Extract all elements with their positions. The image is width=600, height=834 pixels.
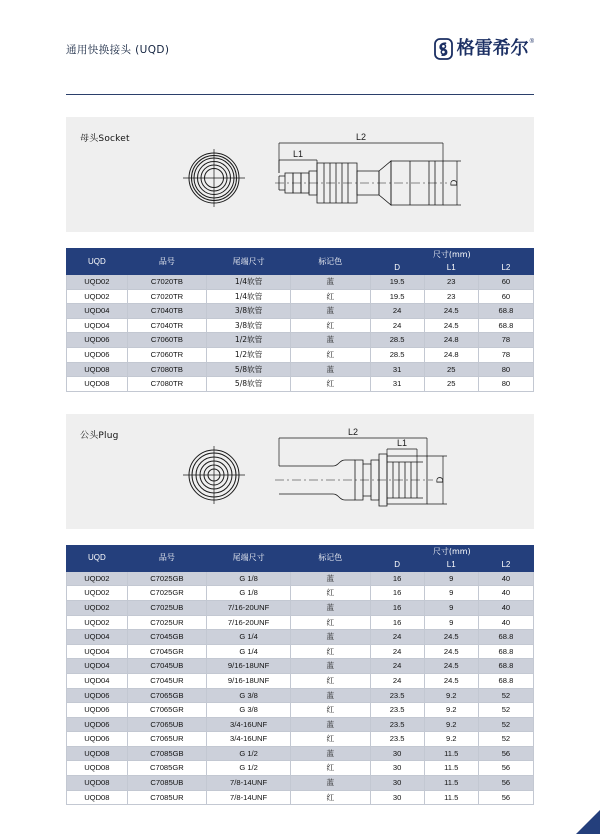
col-header-dimensions: 尺寸(mm) — [370, 249, 534, 262]
table-cell: 30 — [370, 761, 424, 776]
table-cell: UQD02 — [67, 586, 128, 601]
table-cell: 23 — [424, 275, 478, 290]
table-row — [67, 333, 534, 348]
col-header-part: 品号 — [127, 249, 206, 275]
table-cell: 红 — [291, 318, 370, 333]
table-cell: 24.8 — [424, 333, 478, 348]
table-cell: C7080TR — [127, 377, 206, 392]
table-row — [67, 362, 534, 377]
table-cell: 56 — [478, 746, 533, 761]
table-cell: 1/2软管 — [207, 347, 291, 362]
table-cell: 9.2 — [424, 703, 478, 718]
table-cell: 23 — [424, 289, 478, 304]
table-cell: 7/8-14UNF — [207, 790, 291, 805]
table-cell: UQD06 — [67, 347, 128, 362]
table-cell: 24.8 — [424, 347, 478, 362]
table-row — [67, 289, 534, 304]
table-cell: G 1/2 — [207, 761, 291, 776]
table-cell: C7085UR — [127, 790, 206, 805]
col-header-mark-color: 标记色 — [291, 545, 370, 571]
table-row — [67, 790, 534, 805]
table-cell: 蓝 — [291, 776, 370, 791]
table-cell: C7080TB — [127, 362, 206, 377]
table-cell: 30 — [370, 790, 424, 805]
table-cell: UQD06 — [67, 333, 128, 348]
table-cell: 11.5 — [424, 746, 478, 761]
table-cell: G 3/8 — [207, 688, 291, 703]
table-cell: C7065UB — [127, 717, 206, 732]
table-cell: 11.5 — [424, 790, 478, 805]
table-row — [67, 688, 534, 703]
table-cell: 25 — [424, 362, 478, 377]
table-cell: 19.5 — [370, 275, 424, 290]
table-row — [67, 304, 534, 319]
table-cell: 23.5 — [370, 717, 424, 732]
table-cell: 80 — [478, 377, 533, 392]
table-cell: 3/8软管 — [207, 318, 291, 333]
table-cell: C7045GB — [127, 630, 206, 645]
table-cell: 19.5 — [370, 289, 424, 304]
table-row — [67, 630, 534, 645]
table-cell: C7025UB — [127, 600, 206, 615]
table-cell: 60 — [478, 289, 533, 304]
table-cell: 7/16-20UNF — [207, 600, 291, 615]
table-row — [67, 600, 534, 615]
table-cell: G 3/8 — [207, 703, 291, 718]
table-cell: 蓝 — [291, 717, 370, 732]
table-cell: C7085UB — [127, 776, 206, 791]
table-cell: 红 — [291, 790, 370, 805]
table-row — [67, 586, 534, 601]
brand-name-wrap — [457, 38, 534, 59]
table-cell: UQD08 — [67, 790, 128, 805]
page-corner-mark — [576, 810, 600, 834]
table-cell: 9/16-18UNF — [207, 673, 291, 688]
table-cell: UQD02 — [67, 600, 128, 615]
col-header-uqd: UQD — [67, 249, 128, 275]
table-cell: 蓝 — [291, 746, 370, 761]
table-cell: 78 — [478, 333, 533, 348]
socket-dim-d-label: D — [449, 179, 459, 187]
table-cell: 24.5 — [424, 673, 478, 688]
table-cell: UQD08 — [67, 362, 128, 377]
brand-name: 格雷希尔 — [456, 38, 529, 59]
table-cell: 9.2 — [424, 688, 478, 703]
table-cell: 红 — [291, 615, 370, 630]
table-cell: C7065UR — [127, 732, 206, 747]
table-cell: 60 — [478, 275, 533, 290]
table-row — [67, 673, 534, 688]
table-row — [67, 644, 534, 659]
socket-diagram-panel — [66, 117, 534, 232]
table-cell: C7085GR — [127, 761, 206, 776]
table-cell: 68.8 — [478, 318, 533, 333]
table-cell: 24.5 — [424, 304, 478, 319]
plug-dim-l2-label: L2 — [347, 426, 359, 437]
table-cell: 52 — [478, 703, 533, 718]
table-cell: UQD02 — [67, 615, 128, 630]
table-cell: G 1/8 — [207, 571, 291, 586]
socket-side-view-diagram — [271, 121, 501, 229]
col-header-tail-size: 尾端尺寸 — [207, 545, 291, 571]
col-header-d: D — [370, 262, 424, 275]
table-cell: 24.5 — [424, 318, 478, 333]
table-cell: 31 — [370, 377, 424, 392]
table-cell: 3/4-16UNF — [207, 717, 291, 732]
table-cell: UQD02 — [67, 571, 128, 586]
plug-section-label: 公头Plug — [80, 430, 119, 441]
table-cell: UQD04 — [67, 659, 128, 674]
table-cell: UQD06 — [67, 703, 128, 718]
table-cell: 78 — [478, 347, 533, 362]
table-cell: 28.5 — [370, 347, 424, 362]
table-cell: UQD02 — [67, 275, 128, 290]
table-cell: 红 — [291, 703, 370, 718]
table-row — [67, 703, 534, 718]
table-cell: 24 — [370, 659, 424, 674]
page-title: 通用快换接头 (UQD) — [66, 44, 170, 56]
table-cell: G 1/4 — [207, 630, 291, 645]
table-cell: 16 — [370, 600, 424, 615]
table-cell: 40 — [478, 571, 533, 586]
table-cell: C7025GB — [127, 571, 206, 586]
table-row — [67, 776, 534, 791]
table-cell: UQD06 — [67, 732, 128, 747]
table-cell: 蓝 — [291, 571, 370, 586]
table-cell: 56 — [478, 776, 533, 791]
socket-table-body — [67, 275, 534, 392]
table-cell: 23.5 — [370, 732, 424, 747]
table-cell: 蓝 — [291, 630, 370, 645]
brand-logo — [434, 38, 534, 60]
table-cell: UQD08 — [67, 377, 128, 392]
table-cell: 24.5 — [424, 630, 478, 645]
plug-dim-d-label: D — [435, 476, 445, 483]
table-cell: 25 — [424, 377, 478, 392]
table-cell: 红 — [291, 761, 370, 776]
col-header-uqd: UQD — [67, 545, 128, 571]
table-cell: 3/4-16UNF — [207, 732, 291, 747]
col-header-dimensions: 尺寸(mm) — [370, 545, 534, 558]
table-cell: 1/4软管 — [207, 289, 291, 304]
table-cell: 红 — [291, 289, 370, 304]
table-cell: 68.8 — [478, 644, 533, 659]
table-cell: 80 — [478, 362, 533, 377]
table-cell: C7065GR — [127, 703, 206, 718]
table-cell: 24 — [370, 630, 424, 645]
table-cell: 红 — [291, 644, 370, 659]
socket-section-label: 母头Socket — [80, 134, 130, 144]
table-cell: C7045UR — [127, 673, 206, 688]
col-header-tail-size: 尾端尺寸 — [207, 249, 291, 275]
table-row — [67, 746, 534, 761]
table-cell: 蓝 — [291, 688, 370, 703]
table-cell: 68.8 — [478, 304, 533, 319]
table-cell: 23.5 — [370, 703, 424, 718]
table-cell: 40 — [478, 586, 533, 601]
table-row — [67, 347, 534, 362]
table-row — [67, 732, 534, 747]
col-header-l2: L2 — [478, 262, 533, 275]
table-cell: 9 — [424, 615, 478, 630]
table-cell: 68.8 — [478, 673, 533, 688]
table-cell: 蓝 — [291, 333, 370, 348]
page-header — [66, 0, 534, 90]
table-cell: 蓝 — [291, 362, 370, 377]
col-header-l1: L1 — [424, 262, 478, 275]
col-header-d: D — [370, 558, 424, 571]
table-cell: 红 — [291, 732, 370, 747]
table-cell: 蓝 — [291, 659, 370, 674]
table-cell: 7/8-14UNF — [207, 776, 291, 791]
table-cell: UQD02 — [67, 289, 128, 304]
table-cell: 30 — [370, 746, 424, 761]
table-cell: G 1/4 — [207, 644, 291, 659]
table-cell: 24 — [370, 644, 424, 659]
table-cell: 40 — [478, 600, 533, 615]
plug-table-body — [67, 571, 534, 805]
table-cell: 红 — [291, 673, 370, 688]
table-cell: 52 — [478, 688, 533, 703]
table-cell: 24 — [370, 304, 424, 319]
table-cell: 68.8 — [478, 659, 533, 674]
table-cell: 24 — [370, 673, 424, 688]
table-cell: 3/8软管 — [207, 304, 291, 319]
socket-spec-table — [66, 248, 534, 392]
plug-end-view-diagram — [174, 444, 254, 506]
table-cell: 52 — [478, 717, 533, 732]
socket-dim-l2-label: L2 — [355, 132, 367, 142]
table-cell: 9 — [424, 600, 478, 615]
col-header-l1: L1 — [424, 558, 478, 571]
table-row — [67, 571, 534, 586]
table-row — [67, 761, 534, 776]
table-cell: 40 — [478, 615, 533, 630]
table-cell: C7060TR — [127, 347, 206, 362]
table-cell: 9 — [424, 586, 478, 601]
table-cell: C7020TR — [127, 289, 206, 304]
col-header-mark-color: 标记色 — [291, 249, 370, 275]
table-cell: C7020TB — [127, 275, 206, 290]
table-cell: C7045UB — [127, 659, 206, 674]
plug-side-view-diagram — [271, 418, 501, 526]
table-row — [67, 377, 534, 392]
table-row — [67, 318, 534, 333]
table-row — [67, 717, 534, 732]
table-cell: 24 — [370, 318, 424, 333]
table-cell: 9.2 — [424, 717, 478, 732]
socket-dim-l1-label: L1 — [292, 149, 304, 159]
table-cell: 16 — [370, 615, 424, 630]
table-cell: UQD04 — [67, 644, 128, 659]
table-cell: 9 — [424, 571, 478, 586]
table-cell: 24.5 — [424, 644, 478, 659]
table-cell: 7/16-20UNF — [207, 615, 291, 630]
table-cell: C7085GB — [127, 746, 206, 761]
table-cell: UQD04 — [67, 673, 128, 688]
plug-spec-table — [66, 545, 534, 806]
table-cell: 5/8软管 — [207, 377, 291, 392]
header-divider — [66, 94, 534, 95]
socket-end-view-diagram — [174, 147, 254, 209]
table-cell: UQD04 — [67, 318, 128, 333]
table-cell: 11.5 — [424, 776, 478, 791]
plug-diagram-panel — [66, 414, 534, 529]
table-cell: UQD06 — [67, 688, 128, 703]
table-cell: 蓝 — [291, 600, 370, 615]
table-cell: 56 — [478, 761, 533, 776]
table-cell: 蓝 — [291, 275, 370, 290]
table-cell: C7040TR — [127, 318, 206, 333]
table-cell: UQD06 — [67, 717, 128, 732]
table-row — [67, 615, 534, 630]
registered-trademark-icon: ® — [529, 39, 534, 45]
table-cell: C7060TB — [127, 333, 206, 348]
table-cell: UQD08 — [67, 776, 128, 791]
table-cell: C7045GR — [127, 644, 206, 659]
table-cell: UQD04 — [67, 630, 128, 645]
table-cell: 68.8 — [478, 630, 533, 645]
col-header-l2: L2 — [478, 558, 533, 571]
table-cell: 11.5 — [424, 761, 478, 776]
table-cell: 24.5 — [424, 659, 478, 674]
table-cell: C7025UR — [127, 615, 206, 630]
table-cell: 红 — [291, 377, 370, 392]
col-header-part: 品号 — [127, 545, 206, 571]
table-cell: 30 — [370, 776, 424, 791]
table-cell: 1/2软管 — [207, 333, 291, 348]
table-cell: 28.5 — [370, 333, 424, 348]
table-cell: 16 — [370, 586, 424, 601]
table-cell: 16 — [370, 571, 424, 586]
gleihill-logo-icon — [434, 38, 453, 60]
table-cell: 56 — [478, 790, 533, 805]
table-cell: G 1/8 — [207, 586, 291, 601]
table-cell: 蓝 — [291, 304, 370, 319]
table-cell: C7040TB — [127, 304, 206, 319]
table-cell: C7065GB — [127, 688, 206, 703]
table-cell: 9.2 — [424, 732, 478, 747]
table-row — [67, 275, 534, 290]
table-cell: 红 — [291, 347, 370, 362]
table-cell: 9/16-18UNF — [207, 659, 291, 674]
table-cell: 1/4软管 — [207, 275, 291, 290]
plug-dim-l1-label: L1 — [396, 437, 408, 448]
table-cell: 红 — [291, 586, 370, 601]
table-cell: UQD04 — [67, 304, 128, 319]
table-row — [67, 659, 534, 674]
table-cell: 31 — [370, 362, 424, 377]
table-cell: 5/8软管 — [207, 362, 291, 377]
table-cell: C7025GR — [127, 586, 206, 601]
table-cell: 52 — [478, 732, 533, 747]
table-cell: G 1/2 — [207, 746, 291, 761]
table-cell: UQD08 — [67, 746, 128, 761]
table-cell: 23.5 — [370, 688, 424, 703]
table-cell: UQD08 — [67, 761, 128, 776]
